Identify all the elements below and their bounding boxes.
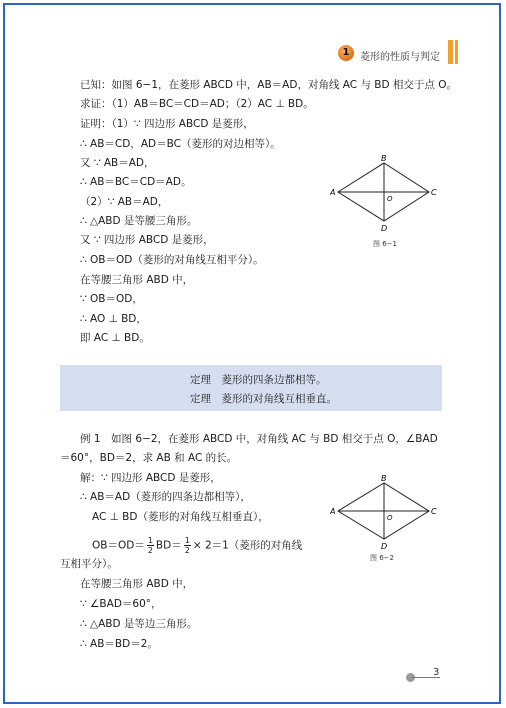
vertex-label-b: B [381,155,387,163]
proof-line: 在等腰三角形 ABD 中， [80,274,194,286]
proof-line: 证明：（1）∵ 四边形 ABCD 是菱形， [80,118,254,130]
center-label-o: O [387,195,393,203]
proof-line: 已知：如图 6−1，在菱形 ABCD 中，AB＝AD，对角线 AC 与 BD 相交于点 O。 [80,79,458,91]
solution-line: ∴ AB＝AD（菱形的四条边都相等）， [80,491,251,503]
solution-line: 在等腰三角形 ABD 中， [80,578,194,590]
theorem-line: 定理 菱形的对角线互相垂直。 [190,393,337,405]
proof-line: 即 AC ⊥ BD。 [80,332,150,344]
example-statement-cont: ＝60°，BD＝2，求 AB 和 AC 的长。 [60,452,238,464]
example-statement: 例 1 如图 6−2，在菱形 ABCD 中，对角线 AC 与 BD 相交于点 O，∠BAD [80,433,438,445]
proof-line: ∴ AB＝CD，AD＝BC（菱形的对边相等）。 [80,138,281,150]
proof-line: ∴ OB＝OD（菱形的对角线互相平分）。 [80,254,264,266]
vertex-label-b: B [381,475,387,483]
formula-start: OB＝OD＝ [92,539,145,552]
solution-line: 解：∵ 四边形 ABCD 是菱形， [80,472,221,484]
proof-line: 又 ∵ AB＝AD， [80,157,155,169]
proof-line: ∴ △ABD 是等腰三角形。 [80,215,198,227]
formula-end: × 2＝1（菱形的对角线 [192,539,303,552]
proof-line: ∴ AB＝BC＝CD＝AD。 [80,176,192,188]
figure-2-caption: 图 6−2 [370,554,394,562]
vertex-label-c: C [431,188,437,197]
proof-line: ∴ AO ⊥ BD， [80,313,147,325]
solution-formula [92,536,302,555]
proof-line: 又 ∵ 四边形 ABCD 是菱形， [80,234,214,246]
theorem-line: 定理 菱形的四条边都相等。 [190,374,327,386]
header-accent-bar-thin [455,40,458,64]
rhombus-figure-1 [330,155,440,235]
proof-line: 求证：（1）AB＝BC＝CD＝AD；（2）AC ⊥ BD。 [80,98,314,110]
proof-line: ∵ OB＝OD， [80,293,143,305]
figure-1-caption: 图 6−1 [373,240,397,248]
center-label-o: O [387,514,393,522]
solution-formula-wrap: 互相平分）。 [60,558,118,570]
solution-line: AC ⊥ BD（菱形的对角线互相垂直）， [92,511,269,523]
proof-line: （2）∵ AB＝AD， [80,196,169,208]
vertex-label-c: C [431,507,437,516]
fraction-one-half: $\frac{1}{2}$ [184,536,190,555]
solution-line: ∵ ∠BAD＝60°， [80,598,162,610]
solution-line: ∴ AB＝BD＝2。 [80,638,158,650]
solution-line: ∴ △ABD 是等边三角形。 [80,618,198,630]
vertex-label-a: A [330,507,336,516]
header-accent-bar [448,40,453,64]
vertex-label-d: D [381,542,388,551]
chapter-number-badge: 1 [338,45,354,61]
formula-mid: BD＝ [155,539,182,552]
vertex-label-a: A [330,188,336,197]
rhombus-figure-2 [330,475,440,555]
vertex-label-d: D [381,224,388,233]
section-title: 菱形的性质与判定 [360,52,440,63]
page-number: 3 [433,667,440,678]
fraction-one-half: $\frac{1}{2}$ [147,536,153,555]
